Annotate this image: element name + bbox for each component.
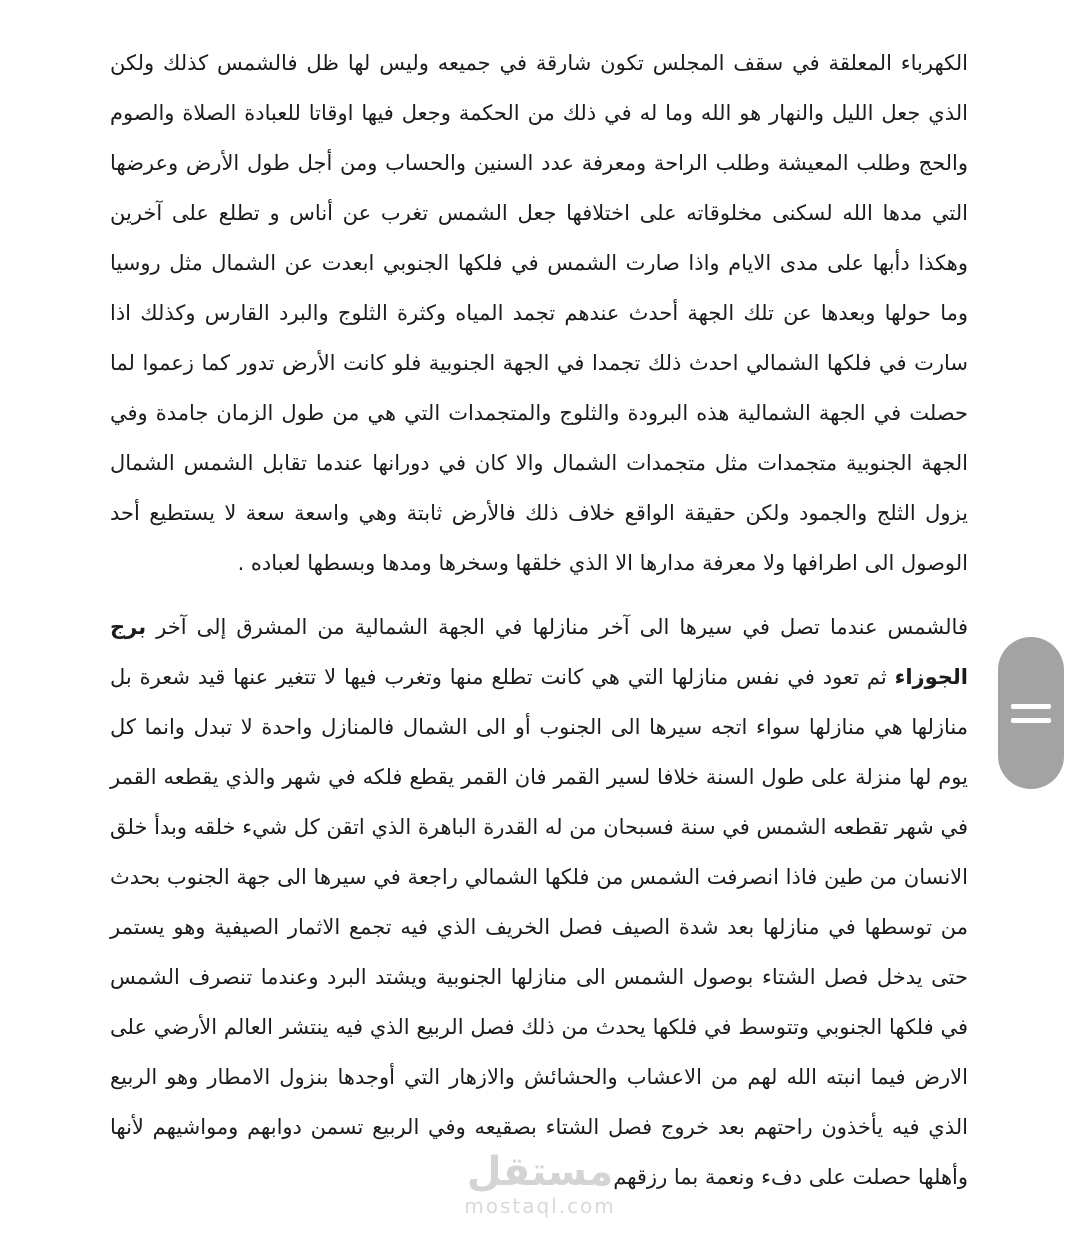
paragraph-1: الكهرباء المعلقة في سقف المجلس تكون شارقة في جميعه وليس لها ظل فالشمس كذلك ولكن الذي جعل الليل والنهار هو الله وما له في ذلك من الحكمة وجعل فيها اوقاتا للعبادة الصلاة والصوم والحج وطلب المعيشة وطلب الراحة ومعرفة عدد السنين والحساب ومن أجل طول الأرض وعرضها التي مدها الله لسكنى مخلوقاته على اختلافها جعل الشمس تغرب عن أناس و تطلع على آخرين وهكذا دأبها على مدى الايام واذا صارت الشمس في فلكها الجنوبي ابعدت عن الشمال مثل روسيا وما حولها وبعدها عن تلك الجهة أحدث عندهم تجمد المياه وكثرة الثلوج والبرد القارس وكذلك اذا سارت في فلكها الشمالي احدث ذلك تجمدا في الجهة الجنوبية فلو كانت الأرض تدور كما زعموا لما حصلت في الجهة الشمالية هذه البرودة والثلوج والمتجمدات التي هي من طول الزمان جامدة وفي الجهة الجنوبية متجمدات مثل متجمدات الشمال والا كان في دورانها عندما تقابل الشمس الشمال يزول الثلج والجمود ولكن حقيقة الواقع خلاف ذلك فالأرض ثابتة وهي واسعة سعة لا يستطيع أحد الوصول الى اطرافها ولا معرفة مدارها الا الذي خلقها وسخرها ومدها وبسطها لعباده . [110, 51, 968, 575]
drag-handle-lines-icon [1011, 704, 1051, 709]
watermark-arabic-logo: مستقل [466, 1149, 614, 1195]
document-body [110, 38, 968, 1202]
paragraph-2-bold-phrase: برج الجوزاء [110, 615, 968, 689]
drag-handle-lines-icon [1011, 718, 1051, 723]
paragraph-2-text-start: فالشمس عندما تصل في سيرها الى آخر منازلها في الجهة الشمالية من المشرق إلى آخر [146, 615, 968, 639]
paragraph-2 [110, 602, 968, 1202]
paragraph-2-text-end: ثم تعود في نفس منازلها التي هي كانت تطلع منها وتغرب فيها لا تتغير عنها قيد شعرة بل منازلها هي منازلها سواء اتجه سيرها الى الجنوب أو الى الشمال فالمنازل واحدة لا تبدل وانما كل يوم لها منزلة على طول السنة خلافا لسير القمر فان القمر يقطع فلكه في شهر والذي يقطعه القمر في شهر تقطعه الشمس في سنة فسبحان من له القدرة الباهرة الذي اتقن كل شيء خلقه وبدأ خلق الانسان من طين فاذا انصرفت الشمس من فلكها الشمالي راجعة في سيرها الى جهة الجنوب بحدث من توسطها في منازلها بعد شدة الصيف فصل الخريف الذي فيه تجمع الاثمار الصيفية وهو يستمر حتى يدخل فصل الشتاء بوصول الشمس الى منازلها الجنوبية ويشتد البرد وعندما تنصرف الشمس في فلكها الجنوبي وتتوسط في فلكها يحدث من ذلك فصل الربيع الذي فيه ينتشر العالم الأرضي على الارض فيما انبته الله لهم من الاعشاب والحشائش والازهار التي أوجدها بنزول الامطار وهو الربيع الذي فيه يأخذون راحتهم بعد خروج فصل الشتاء بصقيعه وفي الربيع تسمن دوابهم ومواشيهم لأنها وأهلها حصلت على دفء ونعمة بما رزقهم [110, 665, 968, 1189]
side-scroll-handle[interactable] [998, 637, 1064, 789]
watermark-site-name: mostaql.com [464, 1194, 616, 1218]
